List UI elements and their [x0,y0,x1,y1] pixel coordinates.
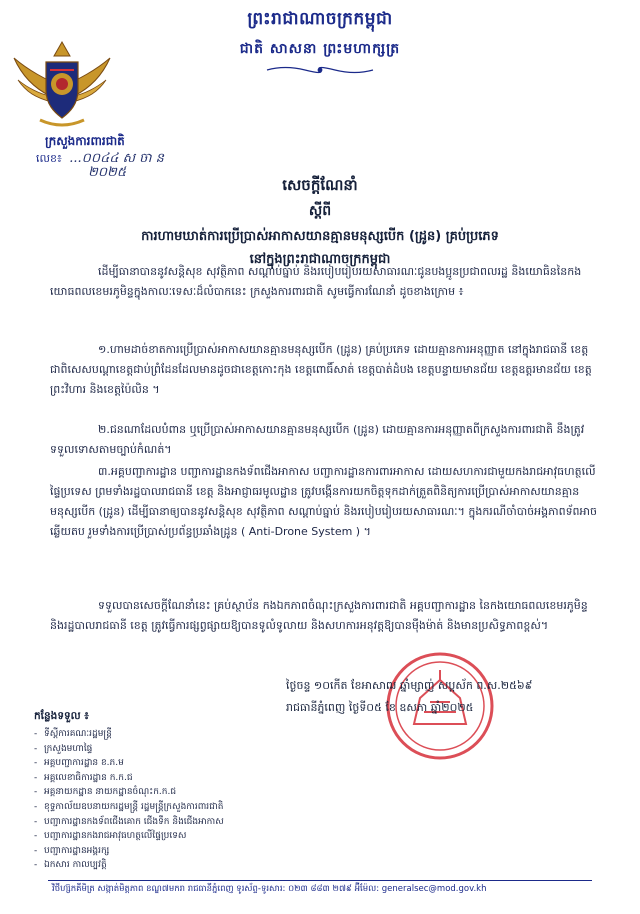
ref-number: ...០០៤៤ ស ចា ន [69,151,164,166]
recipient-item: - អគ្គបញ្ជាការដ្ឋាន ខ.ភ.ម [34,758,124,769]
intro-paragraph: ដើម្បីធានាបាននូវសន្តិសុខ សុវត្ថិភាព សណ្ដាប់ធ្នាប់ និងរបៀបរៀបរយសាធារណៈជូនបងប្អូនប្រជាពលរដ្ឋ និងយោធិននៃកងយោធពលខេមរភូមិន្ទក្នុងកាលៈទេសៈដ៏លំបាកនេះ ក្រសួងការពារជាតិ សូមធ្វើការណែនាំ ដូចខាងក្រោម ៖ [50,265,582,298]
place-date: រាជធានីភ្នំពេញ ថ្ងៃទី០៥ ខែ ឧសភា ឆ្នាំ២០២៥ [286,701,474,714]
recipient-item: - បញ្ជាការដ្ឋានកងទ័ពជើងគោក ជើងទឹក និងជើងអាកាស [34,816,224,827]
reference-line [36,150,164,180]
title-instruction: សេចក្ដីណែនាំ [282,176,358,194]
ministry-name: ក្រសួងការពារជាតិ [45,134,125,148]
header-ornament [265,65,375,75]
clause-3: ៣.អគ្គបញ្ជាការដ្ឋាន បញ្ជាការដ្ឋានកងទ័ពជើងអាកាស បញ្ជាការដ្ឋានការពារអាកាស ដោយសហការជាមួយកងរាជអាវុធហត្ថលើផ្ទៃប្រទេស ព្រមទាំងរដ្ឋបាលរាជធានី ខេត្ត និងអាជ្ញាធរមូលដ្ឋាន ត្រូវបង្កើនការយកចិត្តទុកដាក់ត្រួតពិនិត្យការប្រើប្រាស់អាកាសយានគ្មានមនុស្សបើក (ដ្រូន) ដើម្បីធានាឲ្យបាននូវសន្តិសុខ សុវត្ថិភាព សណ្ដាប់ធ្នាប់ និងរបៀបរៀបរយសាធារណៈ។ ក្នុងករណីចាំបាច់អង្គភាពទ័ពអាចឆ្លើយតប រួមទាំងការប្រើប្រាស់ប្រព័ន្ធប្រឆាំងដ្រូន ( Anti-Drone System ) ។ [50,465,597,538]
recipient-item: - អគ្គលេខាធិការដ្ឋាន ក.ក.ជ [34,772,133,783]
recipients-list [34,710,274,873]
footer-address: វិថីហ្ស៊កគីមិត្រ សង្កាត់មិត្តភាព ខណ្ឌ៧មករា រាជធានីភ្នំពេញ ទូរស័ព្ទ-ទូរសារ: ០២៣ ៨៨៣ ២៧៩ អ៊ីម៉ែល: generalsec@mod.gov.kh [52,884,487,894]
document-title [0,176,640,270]
national-motto: ជាតិ សាសនា ព្រះមហាក្សត្រ [239,41,401,57]
ministry-emblem [10,40,114,128]
title-regarding: ស្ដីពី [308,203,332,219]
footer-divider [48,880,592,881]
ref-date: ២០២៥ [88,165,127,180]
signature-dates [286,675,616,719]
recipients-heading: កន្លែងទទួល ៖ [34,710,89,722]
recipient-item: - ឯកសារ កាលប្បវត្តិ [34,860,107,871]
recipient-item: - ខុទ្ទកាល័យឧបនាយករដ្ឋមន្ត្រី រដ្ឋមន្ត្រីក្រសួងការពារជាតិ [34,801,224,812]
recipient-item: - អគ្គនាយកដ្ឋាន នាយកដ្ឋានចំណុះក.ក.ជ [34,787,177,798]
lunar-date: ថ្ងៃចន្ទ ១០កើត ខែអាសាឍ ឆ្នាំម្សាញ់ សប្តស័ក ព.ស.២៥៦៩ [286,679,533,692]
recipient-item: - បញ្ជាការដ្ឋានកងរាជអាវុធហត្ថលើផ្ទៃប្រទេស [34,831,187,842]
title-subject-cont: នៅក្នុងព្រះរាជាណាចក្រកម្ពុជា [249,252,391,267]
kingdom-title: ព្រះរាជាណាចក្រកម្ពុជា [247,9,393,29]
clause-1: ១.ហាមដាច់ខាតការប្រើប្រាស់អាកាសយានគ្មានមនុស្សបើក (ដ្រូន) គ្រប់ប្រភេទ ដោយគ្មានការអនុញ្ញាត នៅក្នុងរាជធានី ខេត្ត ជាពិសេសបណ្ដាខេត្តជាប់ព្រំដែនដែលមានដូចជាខេត្តកោះកុង ខេត្តពោធិ៍សាត់ ខេត្តបាត់ដំបង ខេត្តបន្ទាយមានជ័យ ខេត្តឧត្តរមានជ័យ ខេត្តព្រះវិហារ និងខេត្តប៉ៃលិន ។ [50,343,592,396]
closing-paragraph: ទទួលបានសេចក្ដីណែនាំនេះ គ្រប់ស្ថាប័ន កងឯកភាពចំណុះក្រសួងការពារជាតិ អគ្គបញ្ជាការដ្ឋាន នៃកងយោធពលខេមរភូមិន្ទ និងរដ្ឋបាលរាជធានី ខេត្ត ត្រូវធ្វើការផ្សព្វផ្សាយឱ្យបានទូលំទូលាយ និងសហការអនុវត្តឱ្យបានម៉ឺងម៉ាត់ និងមានប្រសិទ្ធភាពខ្ពស់។ [50,599,588,632]
ref-label: លេខ៖ [36,152,62,165]
clause-2: ២.ជនណាដែលបំពាន ឬប្រើប្រាស់អាកាសយានគ្មានមនុស្សបើក (ដ្រូន) ដោយគ្មានការអនុញ្ញាតពីក្រសួងការពារជាតិ នឹងត្រូវទទួលទោសតាមច្បាប់កំណត់។ [50,423,585,456]
recipient-item: - ក្រសួងមហាផ្ទៃ [34,743,93,754]
title-subject: ការហាមឃាត់ការប្រើប្រាស់អាកាសយានគ្មានមនុស្សបើក (ដ្រូន) គ្រប់ប្រភេទ [141,229,499,244]
recipient-item: - បញ្ជាការដ្ឋានអង្គរក្ស [34,845,110,856]
recipient-item: - ទីស្ដីការគណៈរដ្ឋមន្ត្រី [34,729,112,739]
